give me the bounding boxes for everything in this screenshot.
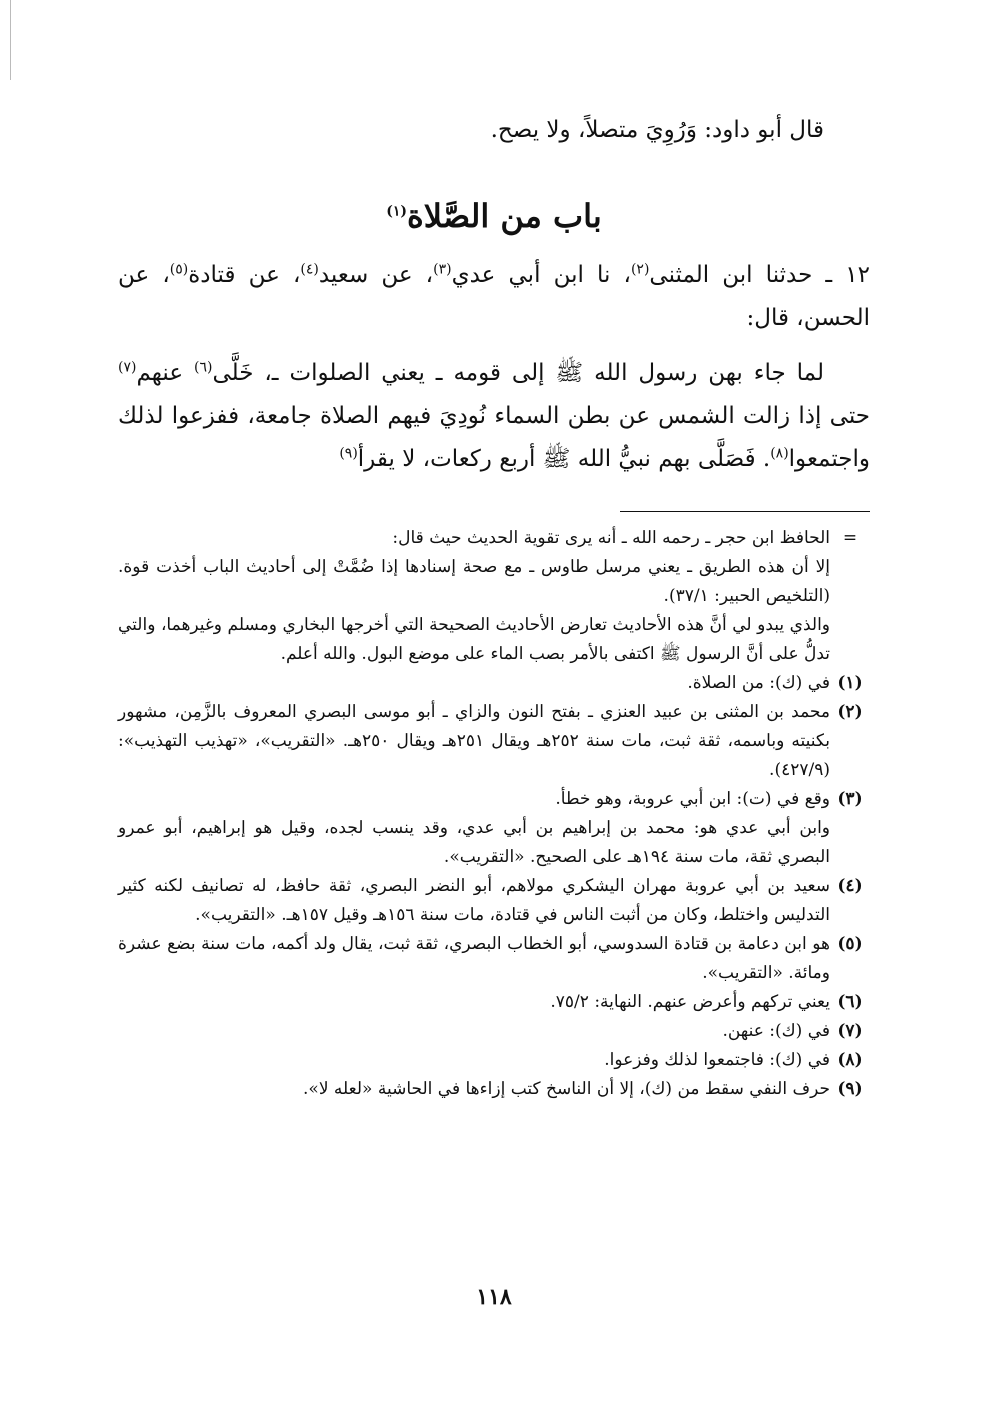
- footnote-number: (١): [837, 673, 863, 693]
- text-segment: . فَصَلَّى بهم نبيُّ الله ﷺ أربع ركعات، لا يقرأ: [357, 446, 771, 472]
- footnote-item: [118, 698, 870, 785]
- text-segment: ، عن قتادة: [188, 262, 301, 288]
- chapter-footnote-ref: (١): [386, 203, 407, 220]
- continuation-line: إلا أن هذه الطريق ـ يعني مرسل طاوس ـ مع صحة إسنادها إذا ضُمَّتْ إلى أحاديث الباب أخذت قوة. (التلخيص الحبير: ٣٧/١).: [118, 557, 830, 606]
- footnote-number: (٢): [837, 702, 863, 722]
- footnote-number: (٦): [837, 992, 863, 1012]
- text-segment: ، عن سعيد: [318, 262, 434, 288]
- footnote-text: [118, 872, 830, 930]
- footnote-number: (٥): [837, 934, 863, 954]
- text-segment: ، نا ابن أبي عدي: [451, 262, 631, 288]
- footnote-line: سعيد بن أبي عروبة مهران اليشكري مولاهم، أبو النضر البصري، ثقة حافظ، له تصانيف لكنه كثير التدليس واختلط، وكان من أثبت الناس في قتادة، مات سنة ١٥٦هـ وقيل ١٥٧هـ. «التقريب».: [118, 876, 830, 925]
- footnote-line: وابن أبي عدي هو: محمد بن إبراهيم بن أبي عدي، وقد ينسب لجده، وقيل هو إبراهيم، أبو عمرو البصري ثقة، مات سنة ١٩٤هـ على الصحيح. «التقريب».: [118, 818, 830, 867]
- footnote-number: (٣): [837, 789, 863, 809]
- footnote-ref: (٥): [169, 261, 189, 278]
- continuation-text: [118, 524, 830, 669]
- footnote-item: [118, 1046, 870, 1075]
- footnote-item: [118, 785, 870, 872]
- footnote-line: يعني تركهم وأعرض عنهم. النهاية: ٧٥/٢.: [550, 992, 830, 1012]
- footnote-item: [118, 930, 870, 988]
- text-segment: حتى إذا زالت الشمس عن بطن السماء نُودِيَ فيهم الصلاة جامعة، ففزعوا لذلك واجتمعوا: [118, 403, 870, 472]
- footnote-number: (٩): [837, 1079, 863, 1099]
- left-margin-rule: [10, 0, 11, 80]
- continuation-mark: =: [842, 528, 858, 548]
- footnotes: [118, 524, 870, 1104]
- footnote-line: في (ك): عنهن.: [722, 1021, 830, 1041]
- footnote-line: وقع في (ت): ابن أبي عروبة، وهو خطأ.: [555, 789, 830, 809]
- text-segment: لما جاء بهن رسول الله ﷺ إلى قومه ـ يعني الصلوات ـ، خَلَّى: [212, 360, 824, 386]
- footnote-line: هو ابن دعامة بن قتادة السدوسي، أبو الخطاب البصري، ثقة ثبت، يقال ولد أكمه، مات سنة بضع عشرة ومائة. «التقريب».: [118, 934, 830, 983]
- text-segment: ١٢ ـ حدثنا ابن المثنى: [649, 262, 871, 288]
- footnote-text: [118, 669, 830, 698]
- footnote-text: [118, 1075, 830, 1104]
- footnote-separator: [620, 511, 870, 512]
- page-number: ١١٨: [476, 1284, 512, 1310]
- footnote-item: [118, 1075, 870, 1104]
- footnote-text: [118, 988, 830, 1017]
- footnote-ref: (٢): [630, 261, 650, 278]
- footnote-line: في (ك): فاجتمعوا لذلك وفزعوا.: [604, 1050, 830, 1070]
- footnote-number: (٨): [837, 1050, 863, 1070]
- footnote-text: [118, 930, 830, 988]
- footnote-number: (٧): [837, 1021, 863, 1041]
- footnote-text: [118, 698, 830, 785]
- footnote-continuation: [118, 524, 870, 669]
- footnote-line: حرف النفي سقط من (ك)، إلا أن الناسخ كتب إزاءها في الحاشية «لعله لا».: [303, 1079, 830, 1099]
- hadith-chain-paragraph: [118, 254, 870, 340]
- footnote-ref: (٣): [433, 261, 452, 278]
- footnote-list: [118, 669, 870, 1104]
- footnote-ref: (٤): [300, 261, 319, 278]
- footnote-ref: (٨): [770, 445, 789, 462]
- footnote-line: محمد بن المثنى بن عبيد العنزي ـ بفتح النون والزاي ـ أبو موسى البصري المعروف بالزَّمِن، مشهور بكنيته وباسمه، ثقة ثبت، مات سنة ٢٥٢هـ ويقال ٢٥١هـ ويقال ٢٥٠هـ. «التقريب»، «تهذيب التهذيب»: (٤٢٧/٩).: [118, 702, 831, 780]
- footnote-text: [118, 785, 830, 872]
- continuation-line: والذي يبدو لي أنَّ هذه الأحاديث تعارض الأحاديث الصحيحة التي أخرجها البخاري ومسلم وغيرهما، والتي تدلُّ على أنَّ الرسول ﷺ اكتفى بالأمر بصب الماء على موضع البول. والله أعلم.: [118, 615, 830, 664]
- text-segment: ، عن الحسن، قال:: [118, 262, 870, 331]
- chapter-title-text: باب من الصَّلاة: [406, 197, 602, 235]
- footnote-ref: (٧): [118, 359, 137, 376]
- hadith-text-paragraph: [118, 352, 870, 481]
- footnote-item: [118, 669, 870, 698]
- continuation-line: الحافظ ابن حجر ـ رحمه الله ـ أنه يرى تقوية الحديث حيث قال:: [392, 528, 830, 548]
- chapter-title: [118, 192, 870, 240]
- text-segment: عنهم: [136, 360, 194, 386]
- footnote-ref: (٦): [193, 359, 213, 376]
- book-page: [118, 108, 870, 1104]
- intro-line: قال أبو داود: وَرُوِيَ متصلاً، ولا يصح.: [490, 117, 824, 143]
- footnote-number: (٤): [837, 876, 863, 896]
- footnote-item: [118, 872, 870, 930]
- footnote-item: [118, 988, 870, 1017]
- footnote-line: في (ك): من الصلاة.: [687, 673, 830, 693]
- footnote-item: [118, 1017, 870, 1046]
- footnote-text: [118, 1017, 830, 1046]
- footnote-text: [118, 1046, 830, 1075]
- footnote-ref: (٩): [339, 445, 358, 462]
